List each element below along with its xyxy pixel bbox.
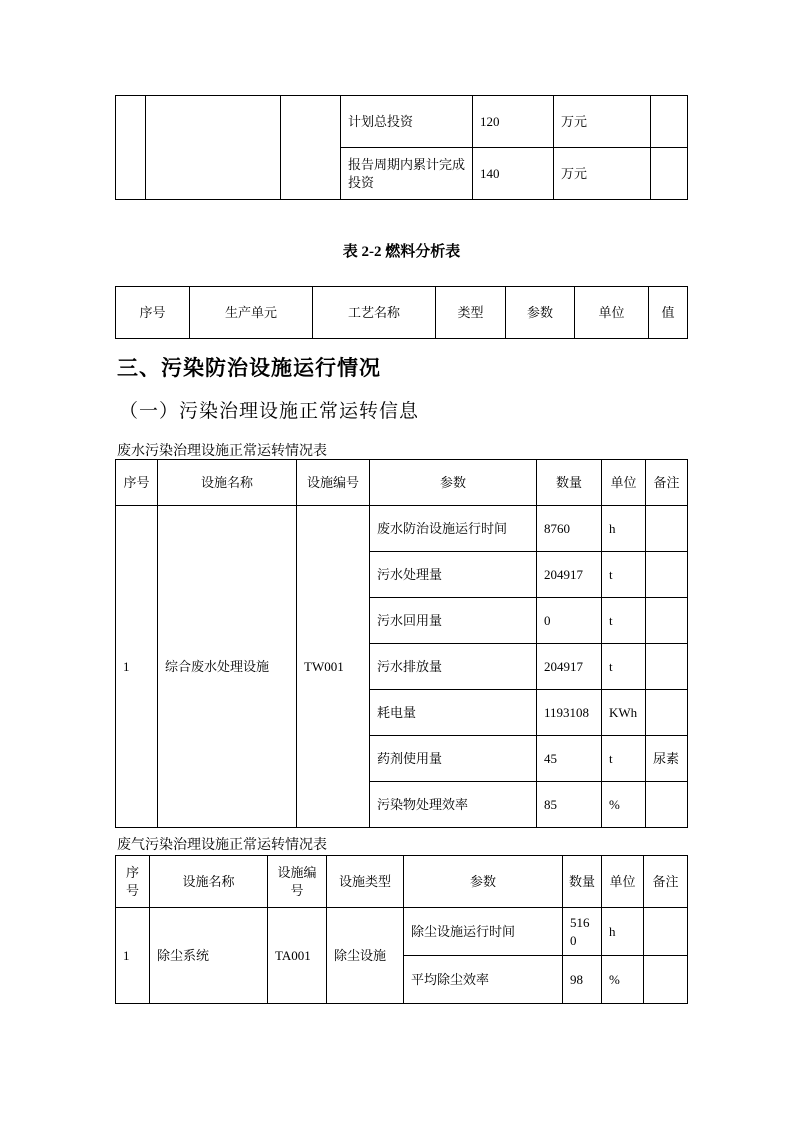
col-header: 参数	[370, 460, 537, 506]
qty-cell: 45	[537, 736, 602, 782]
header-row	[116, 856, 688, 908]
param-cell: 除尘设施运行时间	[404, 908, 563, 956]
investment-table	[115, 95, 688, 200]
unit-cell: %	[602, 782, 646, 828]
col-header: 参数	[506, 287, 575, 339]
col-header: 生产单元	[190, 287, 313, 339]
qty-cell: 5160	[563, 908, 602, 956]
wastewater-treatment-table	[115, 459, 688, 828]
qty-cell: 0	[537, 598, 602, 644]
col-header: 序号	[116, 287, 190, 339]
note-cell	[644, 956, 688, 1004]
col-header: 数量	[537, 460, 602, 506]
unit-cell: 万元	[554, 96, 651, 148]
empty-cell	[116, 96, 146, 200]
facility-type-cell: 除尘设施	[327, 908, 404, 1004]
unit-cell: KWh	[602, 690, 646, 736]
note-cell	[646, 644, 688, 690]
facility-code-cell: TA001	[268, 908, 327, 1004]
note-cell	[651, 96, 688, 148]
subsection-heading: （一）污染治理设施正常运转信息	[119, 401, 420, 422]
col-header: 序号	[116, 460, 158, 506]
col-header: 设施类型	[327, 856, 404, 908]
facility-name-cell: 除尘系统	[150, 908, 268, 1004]
note-cell	[646, 506, 688, 552]
col-header: 类型	[436, 287, 506, 339]
header-row	[116, 287, 688, 339]
unit-cell: %	[602, 956, 644, 1004]
value-cell: 120	[473, 96, 554, 148]
param-cell: 报告周期内累计完成投资	[341, 148, 473, 200]
note-cell	[646, 782, 688, 828]
note-cell	[646, 552, 688, 598]
qty-cell: 8760	[537, 506, 602, 552]
col-header: 工艺名称	[313, 287, 436, 339]
param-cell: 污水回用量	[370, 598, 537, 644]
param-cell: 废水防治设施运行时间	[370, 506, 537, 552]
note-cell	[646, 690, 688, 736]
param-cell: 污水排放量	[370, 644, 537, 690]
qty-cell: 204917	[537, 552, 602, 598]
col-header: 单位	[602, 460, 646, 506]
col-header: 数量	[563, 856, 602, 908]
param-cell: 污染物处理效率	[370, 782, 537, 828]
col-header: 设施名称	[150, 856, 268, 908]
col-header: 单位	[602, 856, 644, 908]
table-row	[116, 506, 688, 552]
unit-cell: t	[602, 598, 646, 644]
col-header: 值	[649, 287, 688, 339]
col-header: 设施编号	[268, 856, 327, 908]
wastegas-treatment-table	[115, 855, 688, 1004]
wastegas-table-caption: 废气污染治理设施正常运转情况表	[117, 836, 327, 852]
fuel-table-title: 表 2-2 燃料分析表	[342, 244, 461, 260]
header-row	[116, 460, 688, 506]
value-cell: 140	[473, 148, 554, 200]
qty-cell: 85	[537, 782, 602, 828]
qty-cell: 204917	[537, 644, 602, 690]
param-cell: 平均除尘效率	[404, 956, 563, 1004]
col-header: 单位	[575, 287, 649, 339]
col-header: 参数	[404, 856, 563, 908]
facility-name-cell: 综合废水处理设施	[158, 506, 297, 828]
empty-cell	[281, 96, 341, 200]
qty-cell: 98	[563, 956, 602, 1004]
fuel-analysis-table	[115, 286, 688, 339]
unit-cell: t	[602, 736, 646, 782]
param-cell: 污水处理量	[370, 552, 537, 598]
col-header: 设施编号	[297, 460, 370, 506]
note-cell	[651, 148, 688, 200]
facility-code-cell: TW001	[297, 506, 370, 828]
table-row	[116, 908, 688, 956]
param-cell: 计划总投资	[341, 96, 473, 148]
col-header: 备注	[646, 460, 688, 506]
empty-cell	[146, 96, 281, 200]
qty-cell: 1193108	[537, 690, 602, 736]
facility-no-cell: 1	[116, 908, 150, 1004]
col-header: 序号	[116, 856, 150, 908]
col-header: 备注	[644, 856, 688, 908]
unit-cell: t	[602, 644, 646, 690]
col-header: 设施名称	[158, 460, 297, 506]
facility-no-cell: 1	[116, 506, 158, 828]
param-cell: 药剂使用量	[370, 736, 537, 782]
table-row	[116, 96, 688, 148]
section-heading: 三、污染防治设施运行情况	[117, 357, 381, 380]
note-cell: 尿素	[646, 736, 688, 782]
unit-cell: h	[602, 506, 646, 552]
wastewater-table-caption: 废水污染治理设施正常运转情况表	[117, 442, 327, 458]
unit-cell: 万元	[554, 148, 651, 200]
unit-cell: h	[602, 908, 644, 956]
note-cell	[644, 908, 688, 956]
param-cell: 耗电量	[370, 690, 537, 736]
note-cell	[646, 598, 688, 644]
unit-cell: t	[602, 552, 646, 598]
